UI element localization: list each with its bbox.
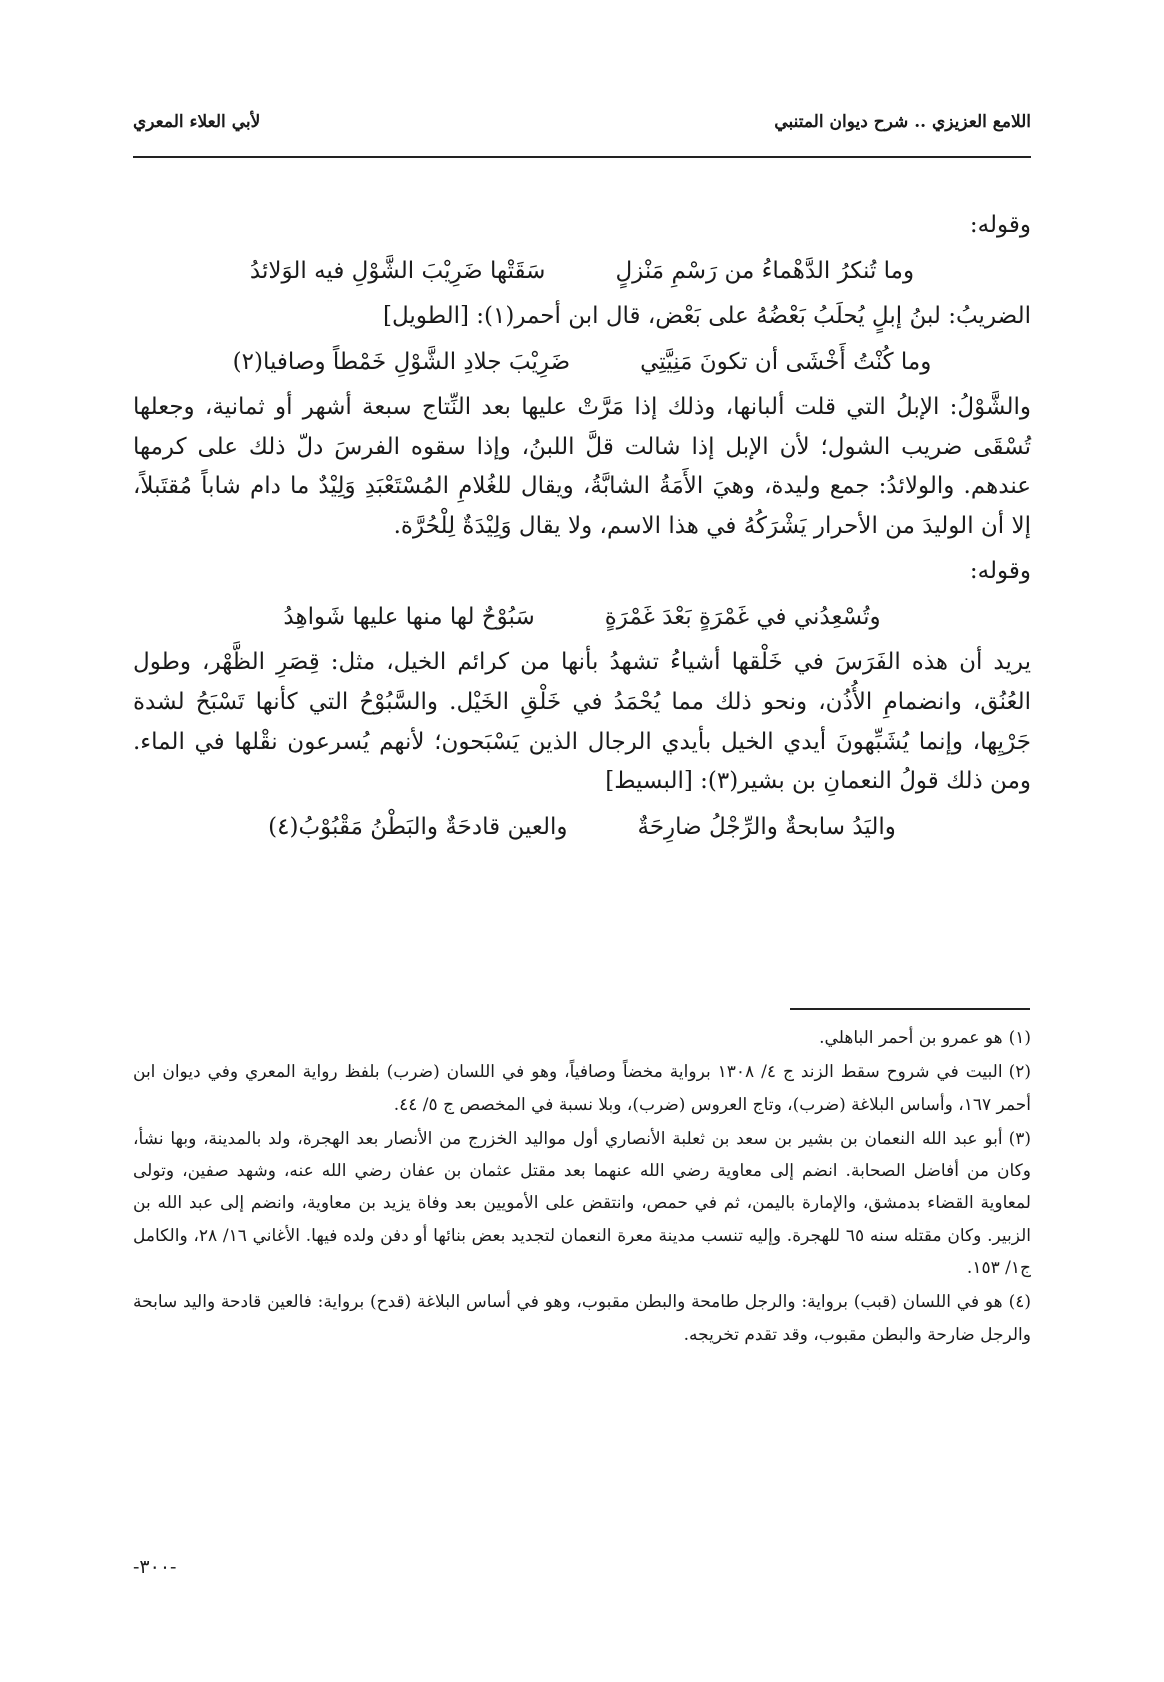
footnote-text: البيت في شروح سقط الزند ج ٤/ ١٣٠٨ برواية مخضاً وصافياً، وهو في اللسان (ضرب) بلفظ رواية المعري وفي ديوان ابن أحمر ١٦٧، وأساس البلاغة (ضرب)، وتاج العروس (ضرب)، وبلا نسبة في المخصص ج ٥/ ٤٤.: [133, 1062, 1031, 1115]
verse-line: [133, 598, 1031, 638]
intro-label: وقوله:: [969, 212, 1031, 238]
footnote-number: (٣): [1008, 1128, 1031, 1149]
verse-first-hemistich: وتُسْعِدُني في غَمْرَةٍ بَعْدَ غَمْرَةٍ: [604, 603, 881, 630]
verse-line: [133, 808, 1031, 848]
footnote-number: (٢): [1008, 1062, 1031, 1083]
verse-second-hemistich: والعين قادحَةٌ والبَطْنُ مَقْبُوْبُ(٤): [268, 813, 568, 840]
footnote-text: هو عمرو بن أحمر الباهلي.: [819, 1028, 1003, 1048]
footnote-divider: [790, 1008, 1030, 1010]
commentary-paragraph: والشَّوْلُ: الإبلُ التي قلت ألبانها، وذلك إذا مَرَّتْ عليها بعد النِّتاج سبعة أشهر أو ثمانية، وجعلها تُسْقَى ضريب الشول؛ لأن الإبل إذا شالت قلَّ اللبنُ، وإذا سقوه الفرسَ دلّ ذلك على كرمها عندهم. والولائدُ: جمع وليدة، وهيَ الأَمَةُ الشابَّةُ، ويقال للغُلامِ المُسْتَعْبَدِ وَلِيْدٌ ما دام شاباً مُقتَبلاً، إلا أن الوليدَ من الأحرار يَشْرَكُهُ في هذا الاسم، ولا يقال وَلِيْدَةٌ لِلْحُرَّة.: [133, 394, 1031, 539]
verse-line: [133, 343, 1031, 383]
footnote-number: (٤): [1008, 1292, 1031, 1313]
page-number: -٣٠٠-: [133, 1556, 177, 1578]
commentary-paragraph: يريد أن هذه الفَرَسَ في خَلْقها أشياءُ تشهدُ بأنها من كرائم الخيل، مثل: قِصَرِ الظَّهْر، وطول العُنُق، وانضمامِ الأُذُن، ونحو ذلك مما يُحْمَدُ في خَلْقِ الخَيْل. والسَّبُوْحُ التي كأنها تَسْبَحُ لشدة جَرْيِها، وإنما يُشَبِّهونَ أيدي الخيل بأيدي الرجال الذين يَسْبَحون؛ لأنهم يُسرعون نقْلها في الماء. ومن ذلك قولُ النعمانِ بن بشير(٣): [البسيط]: [133, 649, 1031, 795]
intro-label: وقوله:: [969, 558, 1031, 585]
main-text: [133, 200, 1031, 853]
footnote: [133, 1056, 1031, 1121]
footnote-number: (١): [1008, 1028, 1031, 1048]
header-divider: [133, 156, 1031, 158]
footnote-text: أبو عبد الله النعمان بن بشير بن سعد بن ثعلبة الأنصاري أول مواليد الخزرج من الأنصار بعد الهجرة، ولد بالمدينة، وبها نشأ، وكان من أفاضل الصحابة. انضم إلى معاوية رضي الله عنهما بعد مقتل عثمان بن عفان رضي الله عنه، وشهد صفين، وتولى لمعاوية القضاء بدمشق، والإمارة باليمن، ثم في حمص، وانتقض على الأمويين بعد وفاة يزيد بن معاوية، وانضم إلى عبد الله بن الزبير. وكان مقتله سنه ٦٥ للهجرة. وإليه تنسب مدينة معرة النعمان لتجديد بعض بنائها أو دفن ولده فيها. الأغاني ١٦/ ٢٨، والكامل ج١/ ١٥٣.: [133, 1128, 1031, 1279]
verse-second-hemistich: ضَرِيْبَ جلادِ الشَّوْلِ خَمْطاً وصافيا(٢): [232, 348, 571, 375]
verse-first-hemistich: وما كُنْتُ أَخْشَى أن تكونَ مَنِيَّتِي: [640, 348, 932, 375]
verse-first-hemistich: واليَدُ سابحةٌ والرِّجْلُ ضارِحَةٌ: [637, 813, 896, 840]
footnote: [133, 1022, 1031, 1054]
commentary-paragraph: الضريبُ: لبنُ إبلٍ يُحلَبُ بَعْضُهُ على بَعْض، قال ابن أحمر(١): [الطويل]: [383, 303, 1031, 330]
running-header: [133, 112, 1031, 146]
footnote-text: هو في اللسان (قبب) برواية: والرجل طامحة والبطن مقبوب، وهو في أساس البلاغة (قدح) برواية: فالعين قادحة واليد سابحة والرجل ضارحة والبطن مقبوب، وقد تقدم تخريجه.: [133, 1292, 1031, 1345]
verse-second-hemistich: سَبُوْحٌ لها منها عليها شَواهِدُ: [283, 603, 535, 630]
verse-first-hemistich: وما تُنكرُ الدَّهْماءُ من رَسْمِ مَنْزلٍ: [615, 257, 915, 284]
verse-line: [133, 252, 1031, 292]
footnotes: [133, 1022, 1031, 1353]
book-title: اللامع العزيزي .. شرح ديوان المتنبي: [774, 112, 1031, 132]
author-name: لأبي العلاء المعري: [133, 112, 261, 132]
verse-second-hemistich: سَقَتْها ضَرِيْبَ الشَّوْلِ فيه الوَلائدُ: [249, 257, 546, 284]
footnote: [133, 1286, 1031, 1351]
footnote: [133, 1123, 1031, 1284]
